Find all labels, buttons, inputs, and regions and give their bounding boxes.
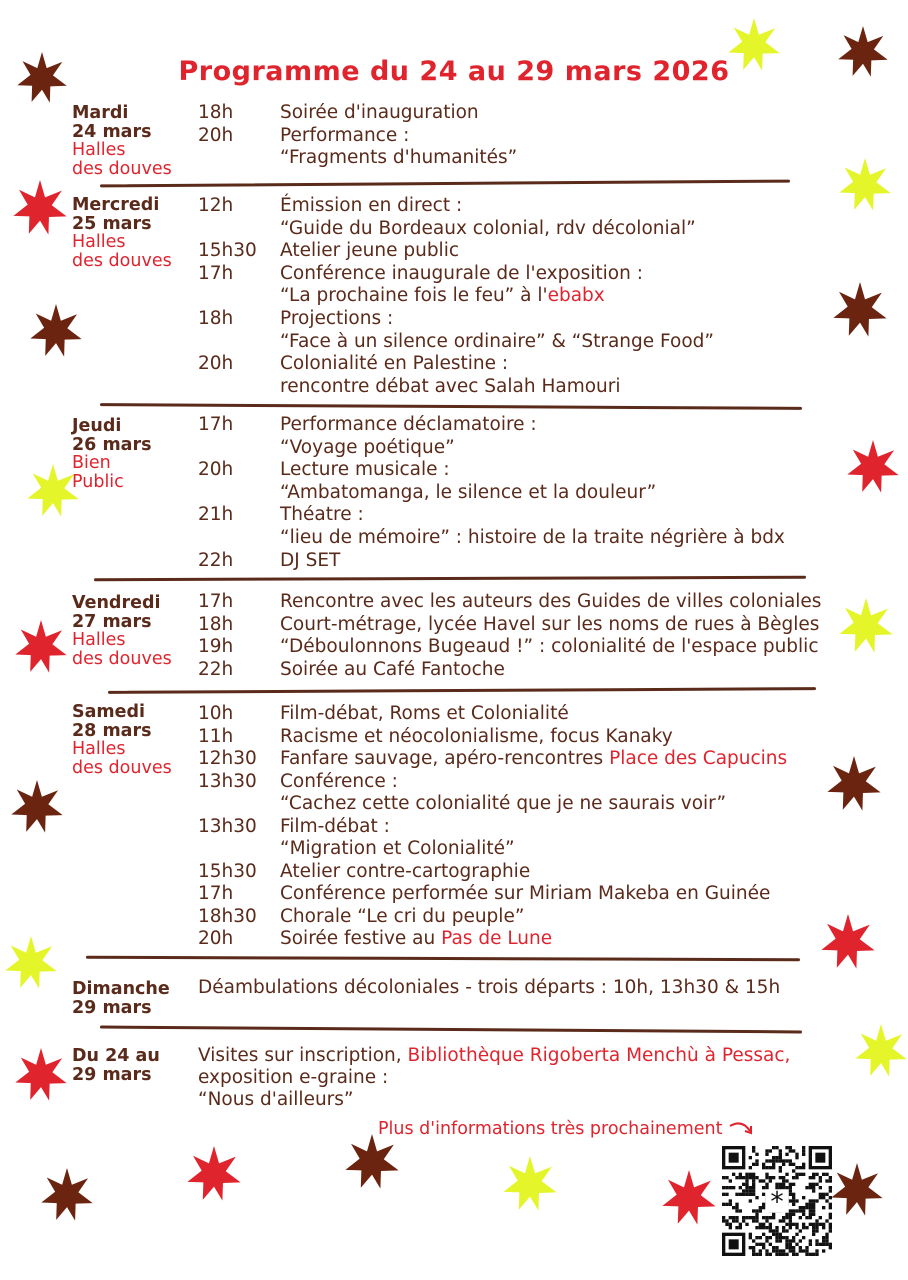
star-brown-icon bbox=[836, 26, 890, 78]
day-name: Du 24 au bbox=[72, 1046, 160, 1066]
event-text bbox=[280, 195, 462, 218]
event-time: 19h bbox=[198, 636, 234, 658]
event-venue-red: ebabx bbox=[547, 285, 605, 307]
day-name: Mercredi bbox=[72, 195, 160, 215]
section-divider bbox=[100, 180, 790, 188]
star-brown-icon bbox=[10, 780, 64, 834]
event-text-plain: Lecture musicale : bbox=[280, 459, 450, 481]
event-text-plain: Colonialité en Palestine : bbox=[280, 353, 509, 375]
event-venue-red: Place des Capucins bbox=[609, 748, 788, 769]
event-venue-red: Pas de Lune bbox=[441, 928, 553, 949]
event-text-plain: “Ambatomanga, le silence et la douleur” bbox=[280, 481, 657, 503]
star-red-icon bbox=[14, 620, 68, 674]
event-text bbox=[280, 504, 364, 527]
event-text bbox=[280, 353, 508, 376]
event-text-plain: Chorale “Le cri du peuple” bbox=[280, 905, 525, 927]
event-text bbox=[280, 414, 537, 437]
event-time: 17h bbox=[198, 414, 234, 435]
event-text-plain: Théatre : bbox=[280, 504, 364, 526]
event-text bbox=[280, 748, 787, 771]
day-label-samedi bbox=[72, 703, 172, 777]
event-text-plain: Rencontre avec les auteurs des Guides de villes coloniales bbox=[280, 591, 822, 612]
event-text bbox=[280, 125, 409, 148]
section-divider bbox=[94, 576, 806, 581]
event-time: 18h bbox=[198, 308, 234, 329]
event-text-plain: “Déboulonnons Bugeaud !” : colonialité de l'espace public bbox=[280, 636, 819, 658]
star-brown-icon bbox=[40, 1168, 94, 1222]
event-text-plain: “La prochaine fois le feu” à l' bbox=[280, 285, 548, 307]
day-label-mercredi bbox=[72, 196, 172, 270]
event-text bbox=[280, 550, 340, 573]
day-date: 24 mars bbox=[72, 121, 152, 142]
day-label-visites bbox=[72, 1047, 160, 1084]
day-name: Mardi bbox=[72, 103, 129, 123]
event-text-plain: Fanfare sauvage, apéro-rencontres bbox=[280, 748, 610, 769]
event-time: 11h bbox=[198, 725, 234, 747]
event-text bbox=[280, 147, 517, 170]
event-text bbox=[198, 1045, 790, 1068]
star-brown-icon bbox=[832, 282, 888, 338]
event-time: 10h bbox=[198, 703, 234, 724]
more-info-label: Plus d'informations très prochainement bbox=[378, 1119, 723, 1139]
section-divider bbox=[86, 956, 800, 961]
event-time: 18h bbox=[198, 613, 234, 635]
event-time: 20h bbox=[198, 459, 234, 481]
event-text-plain: DJ SET bbox=[280, 549, 341, 571]
star-brown-icon bbox=[344, 1134, 400, 1190]
event-time: 17h bbox=[198, 591, 234, 612]
day-date: 25 mars bbox=[72, 213, 152, 234]
event-text: Déambulations décoloniales - trois départs : 10h, 13h30 & 15h bbox=[198, 977, 781, 998]
star-red-icon bbox=[12, 180, 68, 236]
section-divider bbox=[100, 1026, 802, 1034]
event-text-plain: Racisme et néocolonialisme, focus Kanaky bbox=[280, 725, 673, 747]
event-time: 12h30 bbox=[198, 748, 257, 769]
event-time: 12h bbox=[198, 195, 234, 216]
star-brown-icon bbox=[826, 756, 882, 812]
day-date: 28 mars bbox=[72, 720, 152, 741]
event-text-plain: Conférence performée sur Miriam Makeba en Guinée bbox=[280, 883, 771, 904]
event-text bbox=[280, 861, 530, 884]
event-text-plain: “Cachez cette colonialité que je ne saurais voir” bbox=[280, 793, 727, 814]
day-place: des douves bbox=[72, 757, 172, 778]
day-date: 29 mars bbox=[72, 997, 152, 1018]
star-red-icon bbox=[14, 1048, 68, 1102]
event-text-plain: Soirée festive au bbox=[280, 928, 442, 949]
event-text bbox=[280, 771, 398, 794]
event-text-plain: “Voyage poétique” bbox=[280, 436, 455, 458]
event-text bbox=[280, 331, 714, 354]
event-text bbox=[280, 218, 696, 241]
event-venue-red: Bibliothèque Rigoberta Menchù à Pessac, bbox=[407, 1045, 791, 1066]
day-place: Bien bbox=[72, 453, 111, 473]
event-time: 20h bbox=[198, 353, 234, 375]
star-brown-icon bbox=[14, 52, 70, 104]
day-name: Dimanche bbox=[72, 979, 170, 999]
day-place: des douves bbox=[72, 648, 172, 669]
star-brown-icon bbox=[830, 1162, 884, 1218]
day-label-vendredi bbox=[72, 594, 172, 668]
day-label-mardi bbox=[72, 104, 172, 178]
event-time: 22h bbox=[198, 549, 234, 571]
day-name: Vendredi bbox=[72, 593, 161, 613]
day-place: Halles bbox=[72, 630, 126, 650]
day-place: Public bbox=[72, 471, 124, 492]
event-text: exposition e-graine : bbox=[198, 1067, 389, 1088]
day-label-jeudi bbox=[72, 417, 152, 491]
event-time: 17h bbox=[198, 262, 234, 284]
star-lime-icon bbox=[854, 1024, 908, 1078]
star-red-icon bbox=[660, 1170, 718, 1226]
event-text bbox=[280, 816, 390, 839]
qr-code-icon[interactable] bbox=[722, 1146, 832, 1256]
event-text bbox=[280, 591, 821, 614]
event-text-plain: Conférence inaugurale de l'exposition : bbox=[280, 262, 643, 284]
event-text bbox=[280, 308, 393, 331]
event-text bbox=[280, 459, 450, 482]
event-text-plain: “Migration et Colonialité” bbox=[280, 838, 515, 859]
event-text bbox=[280, 838, 515, 861]
star-lime-icon bbox=[4, 936, 58, 990]
event-text-plain: Film-débat, Roms et Colonialité bbox=[280, 703, 569, 724]
event-text bbox=[280, 285, 605, 308]
star-lime-icon bbox=[726, 18, 782, 72]
star-lime-icon bbox=[838, 598, 894, 654]
event-text-plain: Film-débat : bbox=[280, 815, 390, 837]
event-time: 20h bbox=[198, 124, 234, 146]
day-place: Halles bbox=[72, 232, 126, 252]
svg-text:*: * bbox=[770, 1186, 784, 1218]
page-title: Programme du 24 au 29 mars 2026 bbox=[178, 56, 730, 87]
event-text-plain: Performance déclamatoire : bbox=[280, 414, 537, 435]
event-text-plain: “lieu de mémoire” : histoire de la traite négrière à bdx bbox=[280, 527, 785, 548]
event-text-plain: Court-métrage, lycée Havel sur les noms de rues à Bègles bbox=[280, 613, 820, 635]
day-place: des douves bbox=[72, 158, 172, 179]
event-text: “Nous d'ailleurs” bbox=[198, 1089, 354, 1110]
event-text bbox=[280, 793, 726, 816]
event-text bbox=[280, 726, 673, 749]
event-text bbox=[280, 906, 524, 929]
event-text bbox=[280, 659, 505, 682]
event-text-plain: “Guide du Bordeaux colonial, rdv décolonial” bbox=[280, 217, 696, 239]
event-text bbox=[280, 614, 819, 637]
event-text-plain: Performance : bbox=[280, 124, 410, 146]
event-text bbox=[280, 636, 819, 659]
event-text bbox=[280, 102, 479, 125]
star-lime-icon bbox=[838, 158, 892, 212]
event-text-plain: Atelier jeune public bbox=[280, 240, 460, 262]
day-date: 27 mars bbox=[72, 611, 152, 632]
day-date: 26 mars bbox=[72, 434, 152, 455]
more-info-text bbox=[378, 1119, 756, 1139]
section-divider bbox=[108, 687, 816, 694]
event-text-plain: Projections : bbox=[280, 308, 394, 329]
event-text bbox=[280, 527, 785, 550]
event-text bbox=[280, 437, 455, 460]
event-text bbox=[280, 703, 569, 726]
star-lime-icon bbox=[502, 1156, 558, 1212]
event-time: 22h bbox=[198, 659, 234, 681]
day-name: Jeudi bbox=[72, 416, 122, 436]
event-time: 18h30 bbox=[198, 905, 257, 927]
day-place: Halles bbox=[72, 140, 126, 160]
event-text-plain: Soirée d'inauguration bbox=[280, 102, 479, 123]
section-divider bbox=[100, 403, 802, 410]
event-time: 18h bbox=[198, 102, 234, 123]
day-date: 29 mars bbox=[72, 1064, 152, 1085]
event-text-plain: Atelier contre-cartographie bbox=[280, 860, 531, 882]
event-text-plain: rencontre débat avec Salah Hamouri bbox=[280, 375, 621, 397]
day-label-dimanche bbox=[72, 980, 170, 1017]
day-place: des douves bbox=[72, 250, 172, 271]
event-text bbox=[280, 263, 643, 286]
event-text bbox=[280, 883, 770, 906]
event-time: 20h bbox=[198, 928, 234, 949]
event-text-plain: “Fragments d'humanités” bbox=[280, 147, 518, 168]
star-red-icon bbox=[186, 1146, 242, 1202]
event-time: 13h30 bbox=[198, 770, 257, 792]
event-text bbox=[280, 482, 656, 505]
event-text-plain: Visites sur inscription, bbox=[198, 1045, 408, 1066]
day-name: Samedi bbox=[72, 702, 146, 722]
event-text-plain: “Face à un silence ordinaire” & “Strange Food” bbox=[280, 330, 714, 352]
event-text bbox=[280, 240, 459, 263]
day-place: Halles bbox=[72, 739, 126, 759]
star-red-icon bbox=[846, 440, 900, 494]
event-text-plain: Soirée au Café Fantoche bbox=[280, 659, 505, 681]
event-time: 15h30 bbox=[198, 240, 257, 262]
curved-arrow-icon bbox=[728, 1121, 756, 1137]
event-time: 21h bbox=[198, 504, 234, 526]
star-red-icon bbox=[820, 914, 876, 970]
star-brown-icon bbox=[28, 304, 84, 358]
event-time: 15h30 bbox=[198, 860, 257, 882]
star-lime-icon bbox=[26, 464, 80, 518]
event-time: 13h30 bbox=[198, 815, 257, 837]
event-text-plain: Émission en direct : bbox=[280, 195, 463, 216]
event-text bbox=[280, 376, 621, 399]
event-text-plain: Conférence : bbox=[280, 770, 398, 792]
event-text bbox=[280, 928, 552, 951]
event-time: 17h bbox=[198, 883, 234, 904]
